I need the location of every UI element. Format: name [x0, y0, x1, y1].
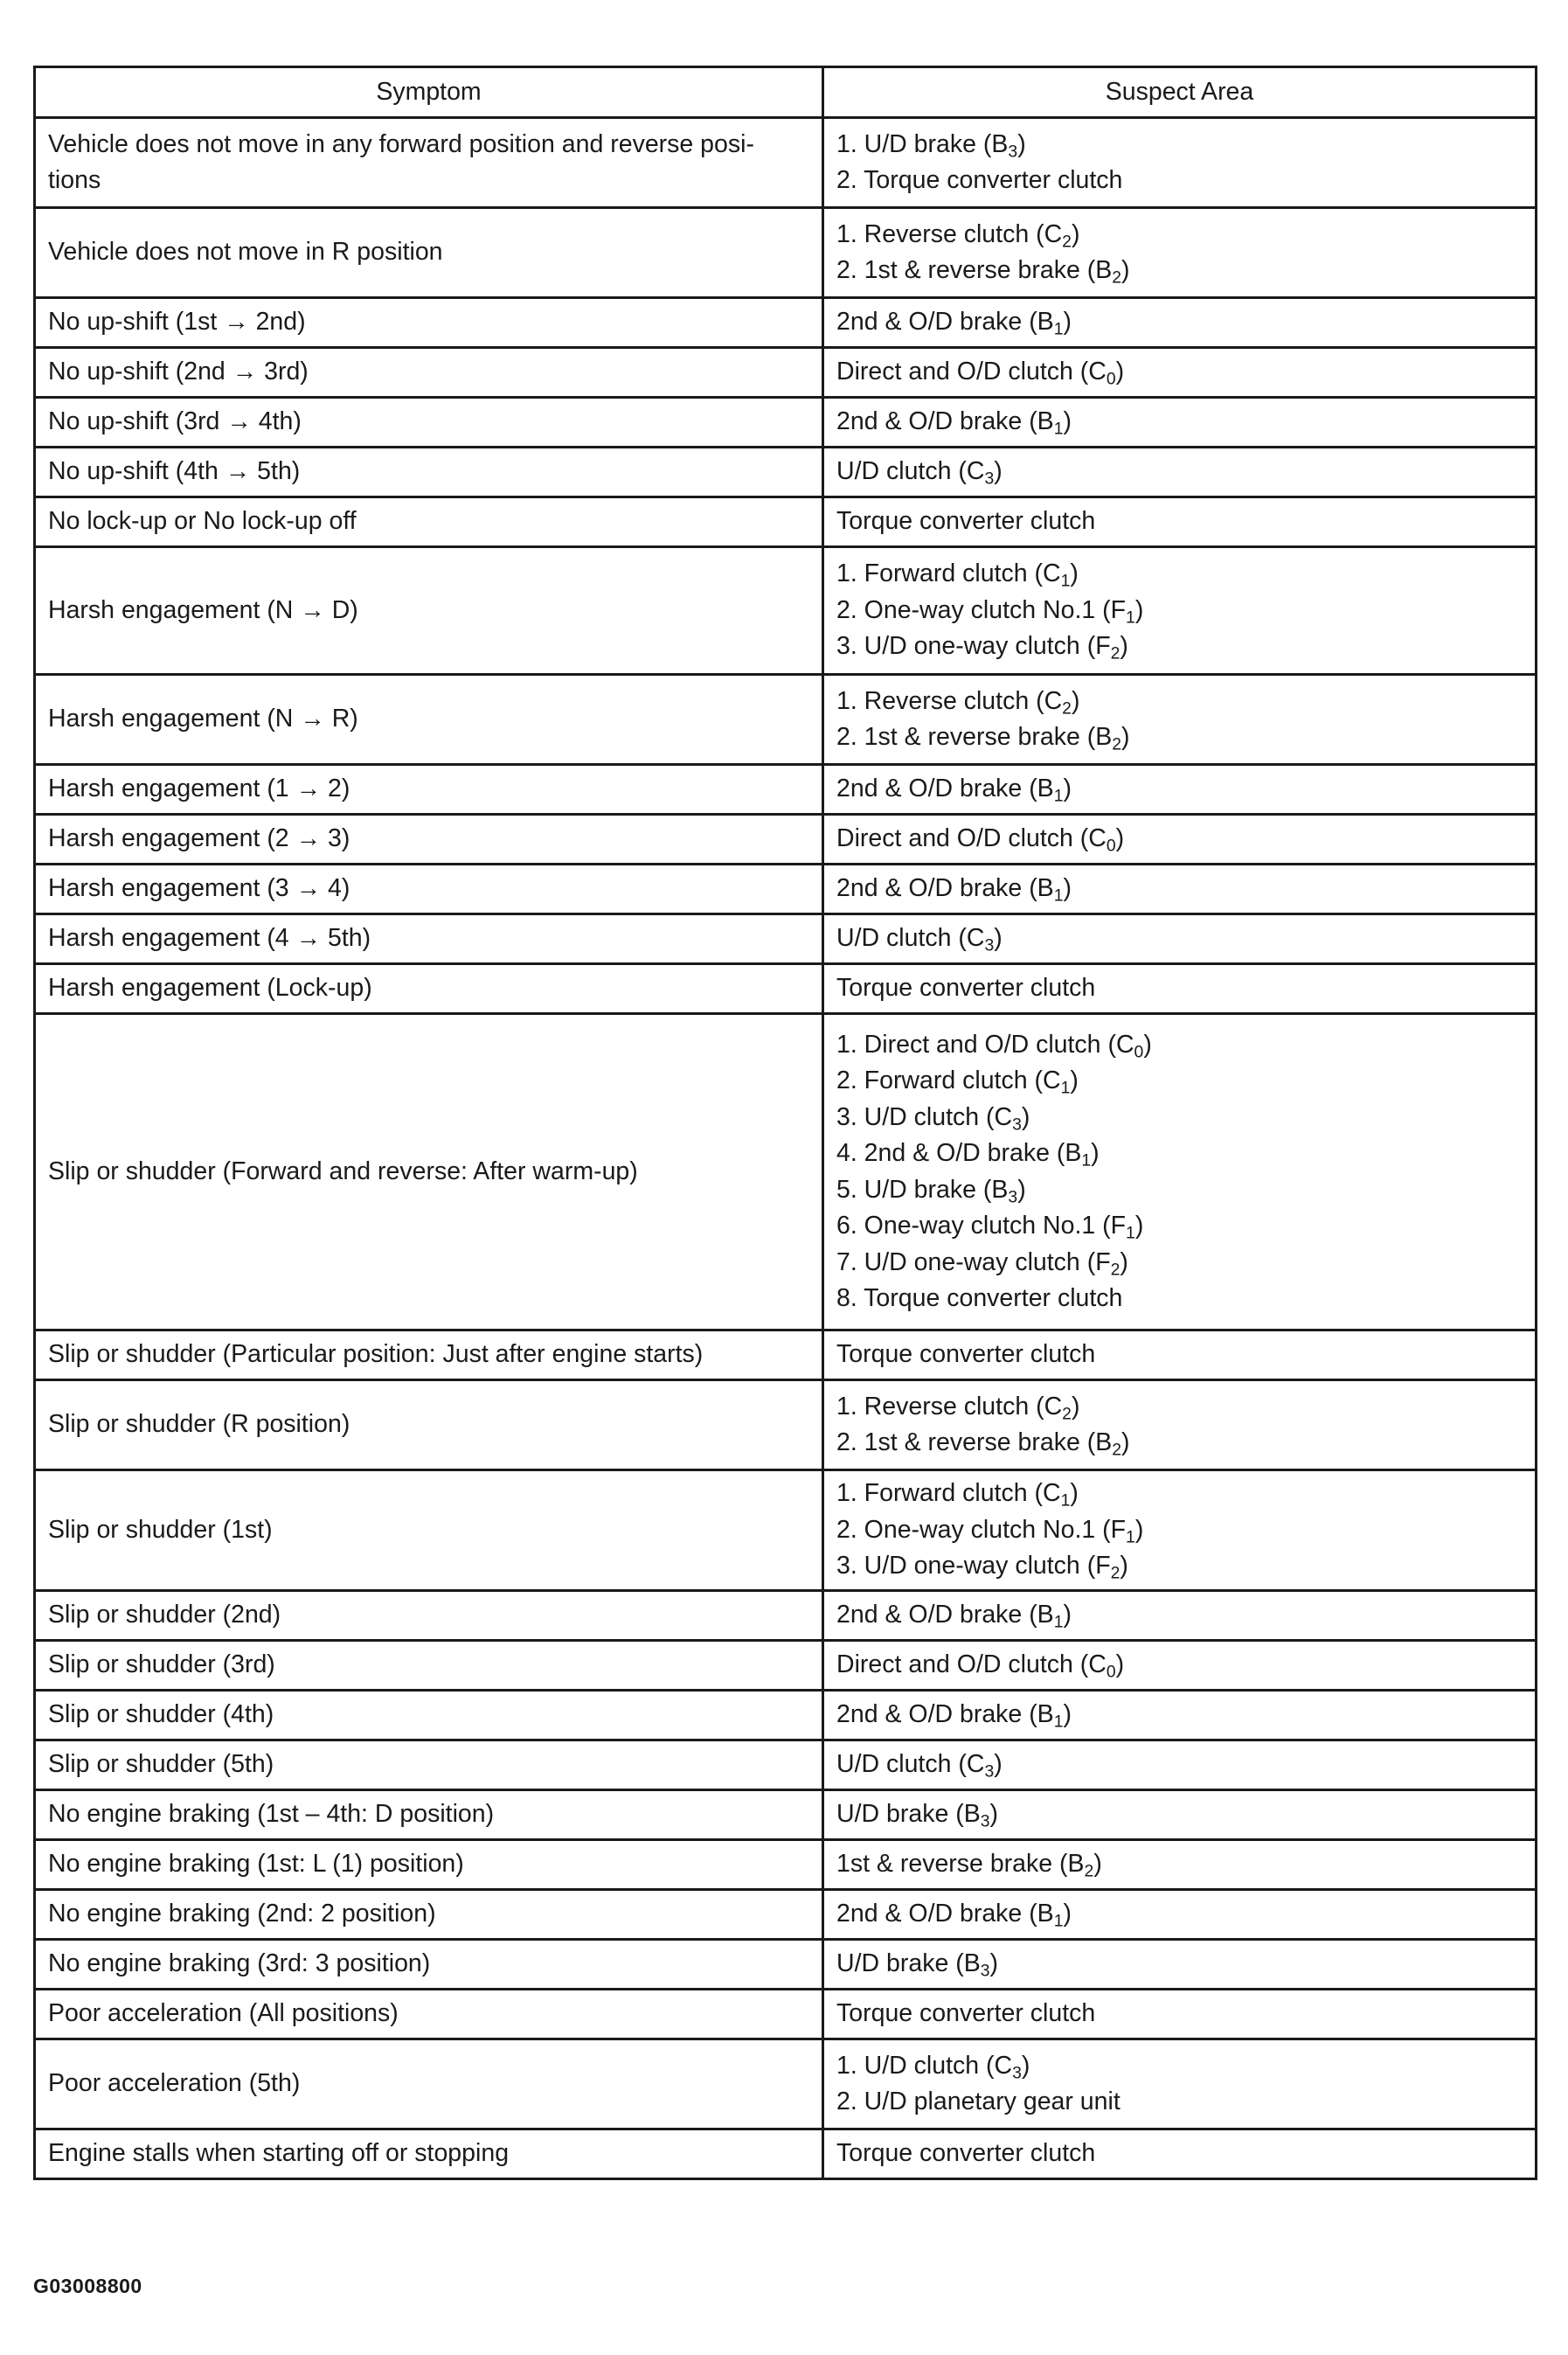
suspect-item: 5. U/D brake $(B_3)$	[836, 1175, 1026, 1206]
symptom-cell: No up-shift (2nd → 3rd)	[35, 348, 823, 398]
suspect-area-cell	[823, 118, 1537, 208]
suspect-area-cell	[823, 1470, 1537, 1591]
suspect-area-cell	[823, 1014, 1537, 1330]
symptom-cell: Vehicle does not move in R position	[35, 208, 823, 298]
suspect-item: 3. U/D one-way clutch $(F_2)$	[836, 632, 1128, 663]
symptom-cell: Poor acceleration (5th)	[35, 2039, 823, 2129]
symptom-header: Symptom	[35, 67, 823, 118]
suspect-area-cell	[823, 675, 1537, 765]
suspect-area-cell	[823, 348, 1537, 398]
table-row	[35, 1380, 1537, 1470]
symptom-cell: Engine stalls when starting off or stopping	[35, 2129, 823, 2179]
table-row	[35, 1330, 1537, 1380]
suspect-item: 2. 1st & reverse brake $(B_2)$	[836, 723, 1130, 754]
suspect-item: 3. U/D clutch $(C_3)$	[836, 1102, 1030, 1134]
table-row	[35, 1890, 1537, 1940]
suspect-area-cell	[823, 547, 1537, 675]
suspect-item: 1. Direct and O/D clutch $(C_0)$	[836, 1030, 1152, 1061]
symptom-cell: No engine braking (1st – 4th: D position)	[35, 1790, 823, 1840]
suspect-item: Direct and O/D clutch $(C_0)$	[836, 1650, 1125, 1682]
suspect-item: 8. Torque converter clutch	[836, 1284, 1123, 1312]
suspect-area-cell	[823, 1330, 1537, 1380]
suspect-area-cell	[823, 1840, 1537, 1890]
table-row	[35, 1470, 1537, 1591]
suspect-item: 2. One-way clutch No.1 $(F_1)$	[836, 595, 1144, 628]
suspect-area-cell	[823, 1691, 1537, 1740]
table-row	[35, 1990, 1537, 2039]
suspect-item: 2nd & O/D brake $(B_1)$	[836, 775, 1072, 806]
symptom-cell: Slip or shudder (4th)	[35, 1691, 823, 1740]
symptom-cell: Harsh engagement (N → R)	[35, 675, 823, 765]
table-row	[35, 1940, 1537, 1990]
symptom-cell: Harsh engagement (2 → 3)	[35, 815, 823, 865]
suspect-area-cell	[823, 1380, 1537, 1470]
suspect-item: 2. U/D planetary gear unit	[836, 2088, 1120, 2115]
suspect-item: 6. One-way clutch No.1 $(F_1)$	[836, 1212, 1144, 1243]
figure-code: G03008800	[33, 2275, 142, 2297]
table-row	[35, 348, 1537, 398]
suspect-area-cell	[823, 398, 1537, 448]
table-row	[35, 2039, 1537, 2129]
suspect-item: 2nd & O/D brake $(B_1)$	[836, 1700, 1072, 1732]
suspect-area-cell	[823, 497, 1537, 547]
suspect-area-cell	[823, 1641, 1537, 1691]
suspect-item: 2. Forward clutch $(C_1)$	[836, 1066, 1079, 1098]
symptom-cell: Harsh engagement (Lock-up)	[35, 964, 823, 1014]
suspect-item: 2. 1st & reverse brake $(B_2)$	[836, 256, 1130, 288]
table-row	[35, 1591, 1537, 1641]
symptom-cell: Slip or shudder (R position)	[35, 1380, 823, 1470]
symptom-cell: Slip or shudder (3rd)	[35, 1641, 823, 1691]
table-row	[35, 1014, 1537, 1330]
table-row	[35, 497, 1537, 547]
suspect-item: 3. U/D one-way clutch $(F_2)$	[836, 1552, 1128, 1583]
suspect-area-cell	[823, 914, 1537, 964]
suspect-item: U/D clutch $(C_3)$	[836, 924, 1003, 955]
symptom-cell: Harsh engagement (N → D)	[35, 547, 823, 675]
suspect-item: Direct and O/D clutch $(C_0)$	[836, 824, 1125, 856]
suspect-area-cell	[823, 208, 1537, 298]
symptom-cell: No engine braking (2nd: 2 position)	[35, 1890, 823, 1940]
suspect-area-cell	[823, 1890, 1537, 1940]
suspect-item: 4. 2nd & O/D brake $(B_1)$	[836, 1139, 1100, 1171]
suspect-item: 2nd & O/D brake $(B_1)$	[836, 1900, 1072, 1931]
symptom-cell: Harsh engagement (4 → 5th)	[35, 914, 823, 964]
suspect-area-cell	[823, 2129, 1537, 2179]
symptom-cell: Slip or shudder (5th)	[35, 1740, 823, 1790]
suspect-area-cell	[823, 865, 1537, 914]
suspect-item: 1. U/D clutch $(C_3)$	[836, 2051, 1030, 2082]
symptom-cell: No engine braking (3rd: 3 position)	[35, 1940, 823, 1990]
symptom-cell: No up-shift (3rd → 4th)	[35, 398, 823, 448]
symptom-cell: Harsh engagement (3 → 4)	[35, 865, 823, 914]
suspect-area-cell	[823, 2039, 1537, 2129]
table-row	[35, 298, 1537, 348]
table-row	[35, 547, 1537, 675]
suspect-item: 1. Forward clutch $(C_1)$	[836, 559, 1079, 591]
suspect-area-cell	[823, 765, 1537, 815]
suspect-item: 7. U/D one-way clutch $(F_2)$	[836, 1247, 1128, 1279]
suspect-item: 2nd & O/D brake $(B_1)$	[836, 308, 1072, 339]
suspect-item: U/D clutch $(C_3)$	[836, 1750, 1003, 1782]
symptom-cell: Slip or shudder (1st)	[35, 1470, 823, 1591]
table-row	[35, 118, 1537, 208]
table-row	[35, 1740, 1537, 1790]
table-row	[35, 2129, 1537, 2179]
suspect-item: Torque converter clutch	[836, 1340, 1096, 1369]
table-row	[35, 675, 1537, 765]
symptom-cell: No up-shift (1st → 2nd)	[35, 298, 823, 348]
suspect-area-cell	[823, 1790, 1537, 1840]
symptom-cell: Poor acceleration (All positions)	[35, 1990, 823, 2039]
suspect-item: 1. Reverse clutch $(C_2)$	[836, 219, 1080, 251]
suspect-item: 2. Torque converter clutch	[836, 166, 1123, 194]
suspect-item: 2nd & O/D brake $(B_1)$	[836, 874, 1072, 906]
suspect-item: U/D clutch $(C_3)$	[836, 457, 1003, 489]
symptom-cell: No up-shift (4th → 5th)	[35, 448, 823, 497]
table-row	[35, 1790, 1537, 1840]
diagnosis-table	[33, 66, 1537, 2180]
header-row	[35, 67, 1537, 118]
symptom-cell: No lock-up or No lock-up off	[35, 497, 823, 547]
symptom-cell: Slip or shudder (2nd)	[35, 1591, 823, 1641]
table-row	[35, 865, 1537, 914]
suspect-area-cell	[823, 298, 1537, 348]
suspect-item: 1st & reverse brake $(B_2)$	[836, 1850, 1102, 1881]
table-row	[35, 448, 1537, 497]
suspect-item: 1. U/D brake $(B_3)$	[836, 129, 1026, 161]
suspect-item: 2nd & O/D brake $(B_1)$	[836, 407, 1072, 439]
suspect-item: 2. 1st & reverse brake $(B_2)$	[836, 1428, 1130, 1460]
suspect-area-cell	[823, 964, 1537, 1014]
table-row	[35, 765, 1537, 815]
suspect-item: U/D brake $(B_3)$	[836, 1949, 998, 1981]
suspect-item: 1. Reverse clutch $(C_2)$	[836, 686, 1080, 718]
symptom-cell: No engine braking (1st: L (1) position)	[35, 1840, 823, 1890]
suspect-item: 2. One-way clutch No.1 $(F_1)$	[836, 1515, 1144, 1547]
suspect-item: 2nd & O/D brake $(B_1)$	[836, 1601, 1072, 1632]
suspect-area-cell	[823, 1740, 1537, 1790]
table-row	[35, 208, 1537, 298]
table-row	[35, 964, 1537, 1014]
suspect-item: U/D brake $(B_3)$	[836, 1800, 998, 1831]
table-row	[35, 1840, 1537, 1890]
suspect-area-cell	[823, 815, 1537, 865]
suspect-item: 1. Reverse clutch $(C_2)$	[836, 1392, 1080, 1423]
symptom-cell: Harsh engagement (1 → 2)	[35, 765, 823, 815]
symptom-cell: Slip or shudder (Forward and reverse: After warm-up)	[35, 1014, 823, 1330]
suspect-item: Direct and O/D clutch $(C_0)$	[836, 358, 1125, 389]
suspect-item: Torque converter clutch	[836, 2139, 1096, 2168]
suspect-item: 1. Forward clutch $(C_1)$	[836, 1479, 1079, 1511]
table-row	[35, 914, 1537, 964]
suspect-area-cell	[823, 1940, 1537, 1990]
table-row	[35, 1691, 1537, 1740]
suspect-item: Torque converter clutch	[836, 1999, 1096, 2028]
table-row	[35, 1641, 1537, 1691]
suspect-area-cell	[823, 448, 1537, 497]
table-row	[35, 398, 1537, 448]
symptom-cell: Slip or shudder (Particular position: Just after engine starts)	[35, 1330, 823, 1380]
symptom-cell: Vehicle does not move in any forward position and reverse posi- tions	[35, 118, 823, 208]
suspect-item: Torque converter clutch	[836, 507, 1096, 536]
suspect-item: Torque converter clutch	[836, 974, 1096, 1003]
suspect-area-header: Suspect Area	[823, 67, 1537, 118]
suspect-area-cell	[823, 1591, 1537, 1641]
table-row	[35, 815, 1537, 865]
suspect-area-cell	[823, 1990, 1537, 2039]
